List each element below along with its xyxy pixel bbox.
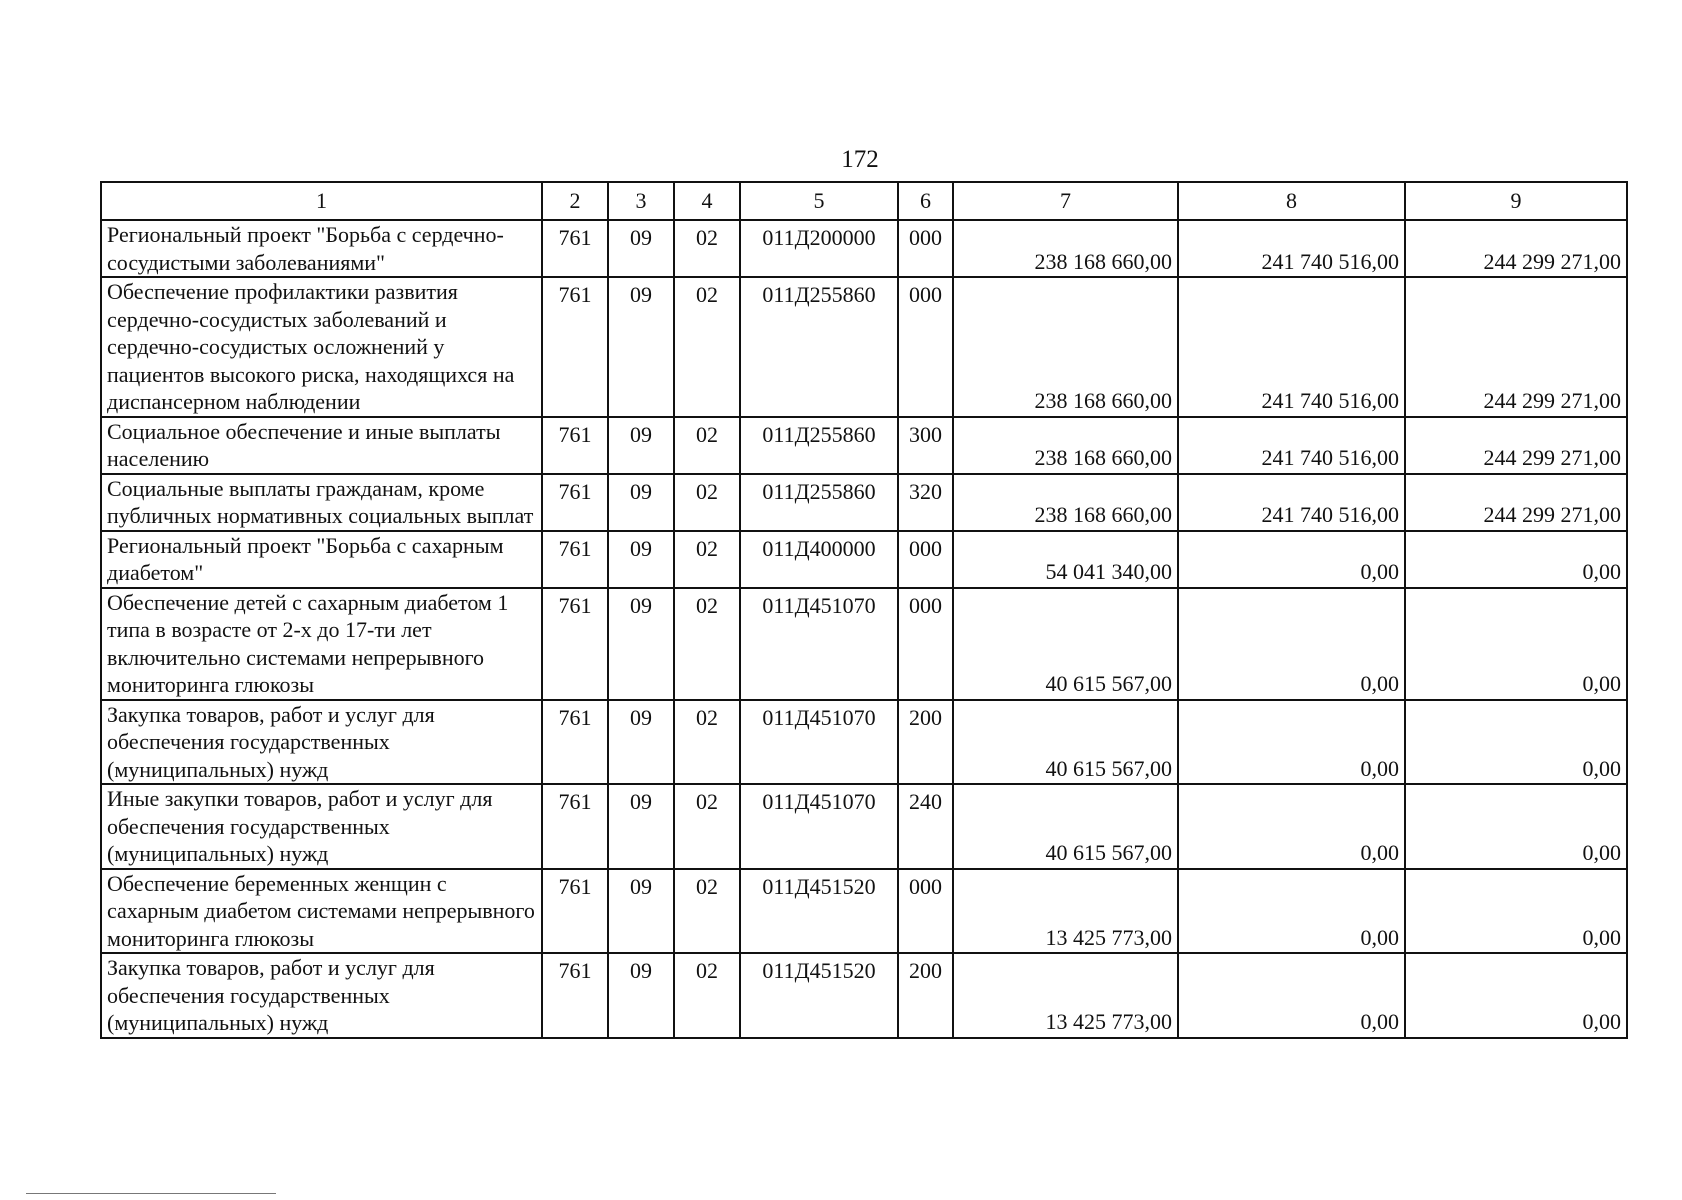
header-col-4: 4 [674, 182, 740, 220]
row-description: Обеспечение детей с сахарным диабетом 1 типа в возрасте от 2-х до 17-ти лет включительно системами непрерывного мониторинга глюкозы [101, 588, 542, 700]
row-amount-col7: 238 168 660,00 [953, 417, 1178, 474]
row-code-col3: 09 [608, 588, 674, 700]
row-code-col6: 200 [898, 953, 953, 1038]
table-row [101, 277, 1627, 417]
row-code-col5: 011Д255860 [740, 417, 898, 474]
table-row [101, 869, 1627, 954]
row-code-col3: 09 [608, 531, 674, 588]
row-amount-col8: 241 740 516,00 [1178, 474, 1405, 531]
row-code-col2: 761 [542, 784, 608, 869]
header-col-5: 5 [740, 182, 898, 220]
row-code-col5: 011Д451520 [740, 869, 898, 954]
row-code-col6: 320 [898, 474, 953, 531]
row-code-col3: 09 [608, 220, 674, 277]
row-code-col2: 761 [542, 220, 608, 277]
row-amount-col8: 241 740 516,00 [1178, 417, 1405, 474]
row-amount-col9: 0,00 [1405, 953, 1627, 1038]
row-description: Закупка товаров, работ и услуг для обеспечения государственных (муниципальных) нужд [101, 953, 542, 1038]
table-row [101, 417, 1627, 474]
table-header-row [101, 182, 1627, 220]
row-code-col6: 000 [898, 869, 953, 954]
row-code-col3: 09 [608, 784, 674, 869]
row-amount-col8: 241 740 516,00 [1178, 220, 1405, 277]
row-amount-col8: 0,00 [1178, 784, 1405, 869]
row-code-col5: 011Д255860 [740, 277, 898, 417]
row-code-col5: 011Д451520 [740, 953, 898, 1038]
budget-table [100, 181, 1628, 1039]
row-code-col6: 300 [898, 417, 953, 474]
row-code-col3: 09 [608, 277, 674, 417]
row-amount-col8: 0,00 [1178, 700, 1405, 785]
table-row [101, 784, 1627, 869]
header-col-2: 2 [542, 182, 608, 220]
row-code-col2: 761 [542, 531, 608, 588]
table-row [101, 953, 1627, 1038]
row-code-col4: 02 [674, 417, 740, 474]
row-code-col4: 02 [674, 953, 740, 1038]
row-code-col5: 011Д200000 [740, 220, 898, 277]
row-amount-col9: 0,00 [1405, 869, 1627, 954]
row-amount-col9: 0,00 [1405, 531, 1627, 588]
row-code-col6: 240 [898, 784, 953, 869]
row-code-col2: 761 [542, 474, 608, 531]
header-col-1: 1 [101, 182, 542, 220]
row-code-col4: 02 [674, 531, 740, 588]
row-code-col4: 02 [674, 784, 740, 869]
footer-divider [26, 1193, 276, 1194]
header-col-3: 3 [608, 182, 674, 220]
header-col-8: 8 [1178, 182, 1405, 220]
row-amount-col9: 0,00 [1405, 700, 1627, 785]
table-row [101, 474, 1627, 531]
row-code-col6: 000 [898, 531, 953, 588]
row-description: Социальные выплаты гражданам, кроме публичных нормативных социальных выплат [101, 474, 542, 531]
row-amount-col9: 0,00 [1405, 784, 1627, 869]
row-amount-col7: 13 425 773,00 [953, 869, 1178, 954]
row-code-col4: 02 [674, 869, 740, 954]
row-amount-col7: 40 615 567,00 [953, 700, 1178, 785]
row-code-col2: 761 [542, 953, 608, 1038]
row-description: Обеспечение беременных женщин с сахарным диабетом системами непрерывного мониторинга глюкозы [101, 869, 542, 954]
table-row [101, 531, 1627, 588]
row-description: Закупка товаров, работ и услуг для обеспечения государственных (муниципальных) нужд [101, 700, 542, 785]
row-description: Региональный проект "Борьба с сахарным диабетом" [101, 531, 542, 588]
row-amount-col9: 0,00 [1405, 588, 1627, 700]
row-amount-col9: 244 299 271,00 [1405, 277, 1627, 417]
row-code-col5: 011Д451070 [740, 700, 898, 785]
row-amount-col7: 13 425 773,00 [953, 953, 1178, 1038]
row-amount-col7: 40 615 567,00 [953, 784, 1178, 869]
row-amount-col9: 244 299 271,00 [1405, 474, 1627, 531]
row-amount-col8: 0,00 [1178, 588, 1405, 700]
row-amount-col8: 241 740 516,00 [1178, 277, 1405, 417]
row-description: Социальное обеспечение и иные выплаты населению [101, 417, 542, 474]
row-amount-col8: 0,00 [1178, 869, 1405, 954]
row-code-col2: 761 [542, 700, 608, 785]
row-amount-col9: 244 299 271,00 [1405, 417, 1627, 474]
row-code-col4: 02 [674, 277, 740, 417]
row-code-col4: 02 [674, 588, 740, 700]
page-number: 172 [841, 146, 879, 173]
row-description: Иные закупки товаров, работ и услуг для обеспечения государственных (муниципальных) нужд [101, 784, 542, 869]
row-amount-col8: 0,00 [1178, 953, 1405, 1038]
row-code-col3: 09 [608, 700, 674, 785]
row-code-col3: 09 [608, 417, 674, 474]
row-code-col5: 011Д451070 [740, 588, 898, 700]
row-code-col5: 011Д400000 [740, 531, 898, 588]
row-code-col2: 761 [542, 869, 608, 954]
table-row [101, 700, 1627, 785]
row-code-col3: 09 [608, 869, 674, 954]
row-code-col2: 761 [542, 417, 608, 474]
header-col-6: 6 [898, 182, 953, 220]
row-code-col6: 200 [898, 700, 953, 785]
row-amount-col7: 54 041 340,00 [953, 531, 1178, 588]
row-code-col4: 02 [674, 474, 740, 531]
row-code-col4: 02 [674, 700, 740, 785]
row-amount-col7: 238 168 660,00 [953, 277, 1178, 417]
row-code-col6: 000 [898, 220, 953, 277]
row-code-col3: 09 [608, 474, 674, 531]
row-amount-col7: 238 168 660,00 [953, 220, 1178, 277]
row-description: Региональный проект "Борьба с сердечно-сосудистыми заболеваниями" [101, 220, 542, 277]
row-code-col5: 011Д255860 [740, 474, 898, 531]
row-code-col4: 02 [674, 220, 740, 277]
row-code-col2: 761 [542, 588, 608, 700]
row-code-col5: 011Д451070 [740, 784, 898, 869]
row-code-col6: 000 [898, 277, 953, 417]
row-amount-col8: 0,00 [1178, 531, 1405, 588]
row-amount-col9: 244 299 271,00 [1405, 220, 1627, 277]
row-code-col6: 000 [898, 588, 953, 700]
row-description: Обеспечение профилактики развития сердечно-сосудистых заболеваний и сердечно-сосудистых осложнений у пациентов высокого риска, находящихся на диспансерном наблюдении [101, 277, 542, 417]
header-col-9: 9 [1405, 182, 1627, 220]
row-code-col3: 09 [608, 953, 674, 1038]
row-amount-col7: 238 168 660,00 [953, 474, 1178, 531]
table-row [101, 220, 1627, 277]
row-code-col2: 761 [542, 277, 608, 417]
header-col-7: 7 [953, 182, 1178, 220]
table-row [101, 588, 1627, 700]
row-amount-col7: 40 615 567,00 [953, 588, 1178, 700]
